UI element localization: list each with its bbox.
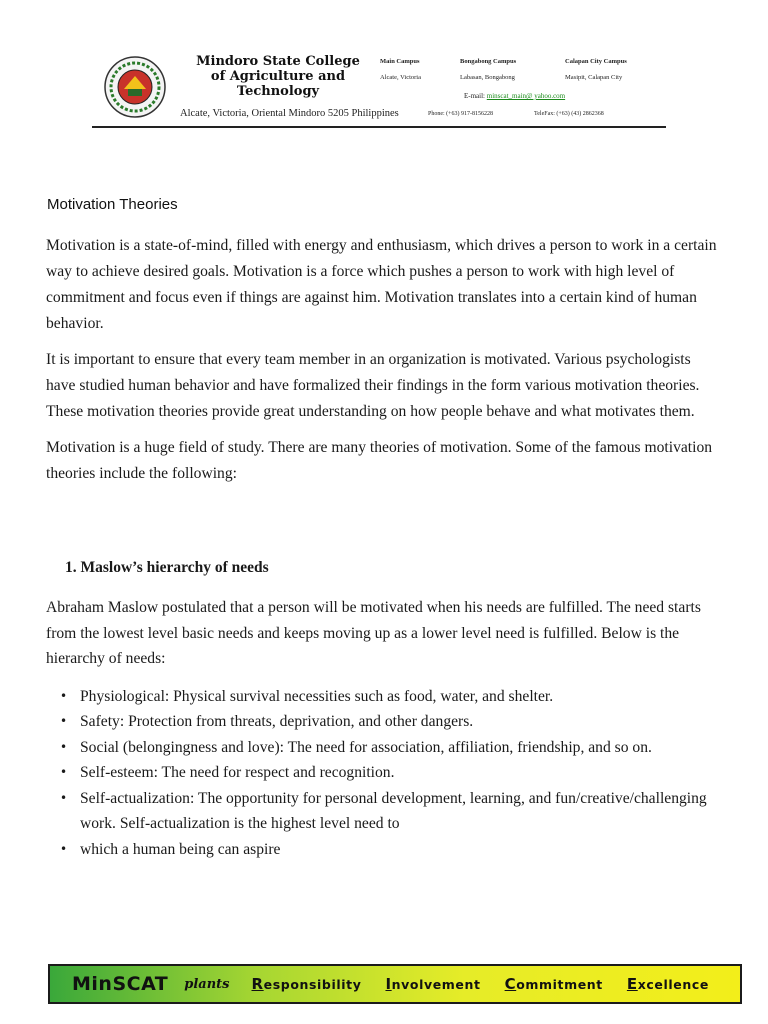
paragraph: Motivation is a huge field of study. There are many theories of motivation. Some of the famous motivation theories include the following:: [46, 439, 713, 482]
campus-name: Calapan City Campus: [565, 58, 627, 65]
campus-name: Main Campus: [380, 58, 420, 65]
value-involvement: [385, 975, 480, 993]
footer-banner: [48, 964, 742, 1004]
campus-location: Alcate, Victoria: [380, 74, 421, 81]
phone-number: Phone: (+63) 917-8156228: [428, 111, 494, 117]
paragraph: It is important to ensure that every team member in an organization is motivated. Various psychologists have studied human behavior and have formalized their findings in the form various motivation theories. These motivation theories provide great understanding on how people behave and what motivates them.: [46, 351, 700, 420]
value-rest: esponsibility: [263, 977, 362, 992]
value-initial: I: [385, 975, 392, 993]
college-seal-icon: [104, 56, 166, 118]
value-initial: E: [626, 975, 638, 993]
value-initial: R: [251, 975, 264, 993]
campus-name: Bongabong Campus: [460, 58, 517, 65]
list-item: • Safety: Protection from threats, deprivation, and other dangers.: [46, 709, 722, 735]
value-responsibility: [252, 975, 362, 993]
email-label: E-mail:: [464, 92, 485, 100]
campus-main: [380, 58, 421, 81]
maslow-intro: Abraham Maslow postulated that a person will be motivated when his needs are fulfilled. The need starts from the lowest level basic needs and keeps moving up as a lower level need is fulfilled. Below is the hierarchy of needs:: [46, 599, 701, 667]
campus-calapan: [565, 58, 627, 81]
college-address: Alcate, Victoria, Oriental Mindoro 5205 Philippines: [180, 108, 399, 119]
list-item: • Self-esteem: The need for respect and recognition.: [46, 760, 722, 786]
footer-tagline: plants: [184, 976, 230, 992]
list-item: • Social (belongingness and love): The need for association, affiliation, friendship, and so on.: [46, 735, 722, 761]
value-excellence: [627, 975, 709, 993]
list-item: • Physiological: Physical survival necessities such as food, water, and shelter.: [46, 684, 722, 710]
section-title: Motivation Theories: [47, 196, 178, 213]
campus-bongabong: [460, 58, 516, 81]
letterhead: [92, 42, 666, 128]
campus-location: Masipit, Calapan City: [565, 74, 623, 81]
list-item: • Self-actualization: The opportunity for personal development, learning, and fun/creative/challenging work. Self-actualization is the highest level need to: [46, 786, 722, 837]
footer-brand: MinSCAT: [72, 973, 169, 995]
college-name: Mindoro State College of Agriculture and Technology: [196, 54, 360, 99]
theory-heading: 1. Maslow’s hierarchy of needs: [65, 559, 269, 576]
value-rest: ommitment: [516, 977, 603, 992]
value-initial: C: [504, 975, 517, 993]
email-line: [464, 92, 565, 100]
telefax-number: TeleFax: (+63) (43) 2862368: [534, 111, 604, 117]
email-link[interactable]: minscat_main@ yahoo.com: [486, 92, 566, 100]
list-item: • which a human being can aspire: [46, 837, 722, 863]
campus-location: Labasan, Bongabong: [460, 74, 515, 81]
needs-list: [46, 684, 722, 863]
value-commitment: [505, 975, 603, 993]
value-rest: xcellence: [637, 977, 709, 992]
value-rest: nvolvement: [391, 977, 481, 992]
document-body: [46, 196, 722, 862]
paragraph: Motivation is a state-of-mind, filled with energy and enthusiasm, which drives a person to work in a certain way to achieve desired goals. Motivation is a force which pushes a person to work with high level of commitment and focus even if things are against him. Motivation translates into a certain kind of human behavior.: [46, 237, 717, 332]
